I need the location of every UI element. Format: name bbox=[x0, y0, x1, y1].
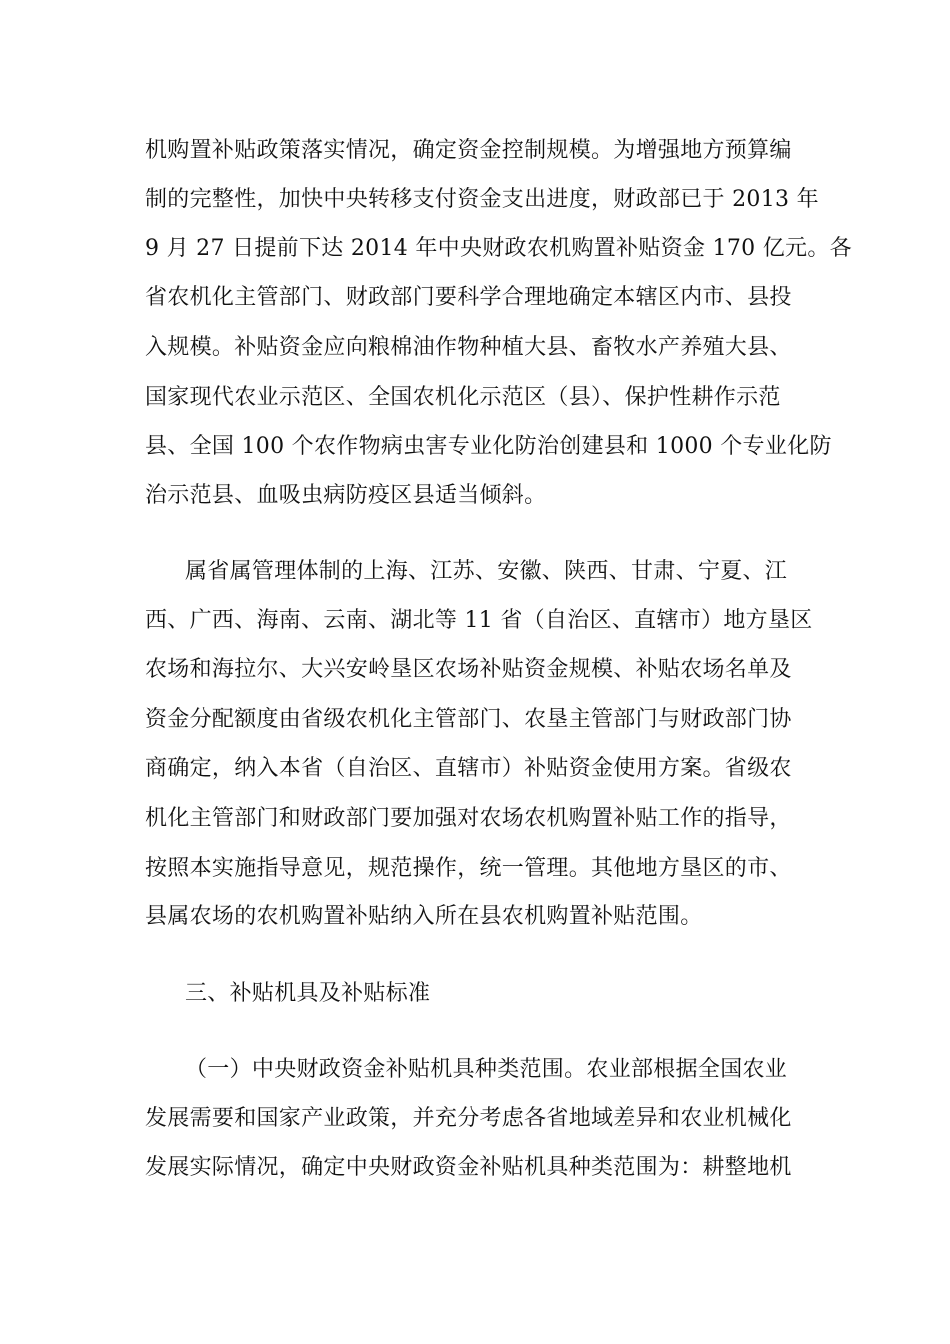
paragraph-line: 按照本实施指导意见，规范操作，统一管理。其他地方垦区的市、 bbox=[145, 856, 792, 881]
paragraph-line: 商确定，纳入本省（自治区、直辖市）补贴资金使用方案。省级农 bbox=[145, 756, 792, 781]
paragraph-line: 县属农场的农机购置补贴纳入所在县农机购置补贴范围。 bbox=[145, 904, 703, 929]
section-heading: 三、补贴机具及补贴标准 bbox=[185, 981, 431, 1006]
paragraph-line: 国家现代农业示范区、全国农机化示范区（县）、保护性耕作示范 bbox=[145, 385, 781, 410]
paragraph-line: 制的完整性，加快中央转移支付资金支出进度，财政部已于 2013 年 bbox=[145, 187, 819, 212]
paragraph-line: 机化主管部门和财政部门要加强对农场农机购置补贴工作的指导， bbox=[145, 806, 792, 831]
paragraph-line: 西、广西、海南、云南、湖北等 11 省（自治区、直辖市）地方垦区 bbox=[145, 608, 813, 633]
paragraph-line: 发展需要和国家产业政策，并充分考虑各省地域差异和农业机械化 bbox=[145, 1106, 792, 1131]
paragraph-line: 9 月 27 日提前下达 2014 年中央财政农机购置补贴资金 170 亿元。各 bbox=[145, 236, 852, 261]
paragraph-line: 省农机化主管部门、财政部门要科学合理地确定本辖区内市、县投 bbox=[145, 285, 792, 310]
paragraph-line: 县、全国 100 个农作物病虫害专业化防治创建县和 1000 个专业化防 bbox=[145, 434, 832, 459]
paragraph-line: 资金分配额度由省级农机化主管部门、农垦主管部门与财政部门协 bbox=[145, 707, 792, 732]
paragraph-line: （一）中央财政资金补贴机具种类范围。农业部根据全国农业 bbox=[185, 1057, 788, 1082]
paragraph-line: 发展实际情况，确定中央财政资金补贴机具种类范围为：耕整地机 bbox=[145, 1155, 792, 1180]
paragraph-line: 治示范县、血吸虫病防疫区县适当倾斜。 bbox=[145, 483, 547, 508]
paragraph-line: 入规模。补贴资金应向粮棉油作物种植大县、畜牧水产养殖大县、 bbox=[145, 335, 792, 360]
paragraph-line: 属省属管理体制的上海、江苏、安徽、陕西、甘肃、宁夏、江 bbox=[185, 559, 788, 584]
paragraph-line: 机购置补贴政策落实情况，确定资金控制规模。为增强地方预算编 bbox=[145, 138, 792, 163]
paragraph-line: 农场和海拉尔、大兴安岭垦区农场补贴资金规模、补贴农场名单及 bbox=[145, 657, 792, 682]
